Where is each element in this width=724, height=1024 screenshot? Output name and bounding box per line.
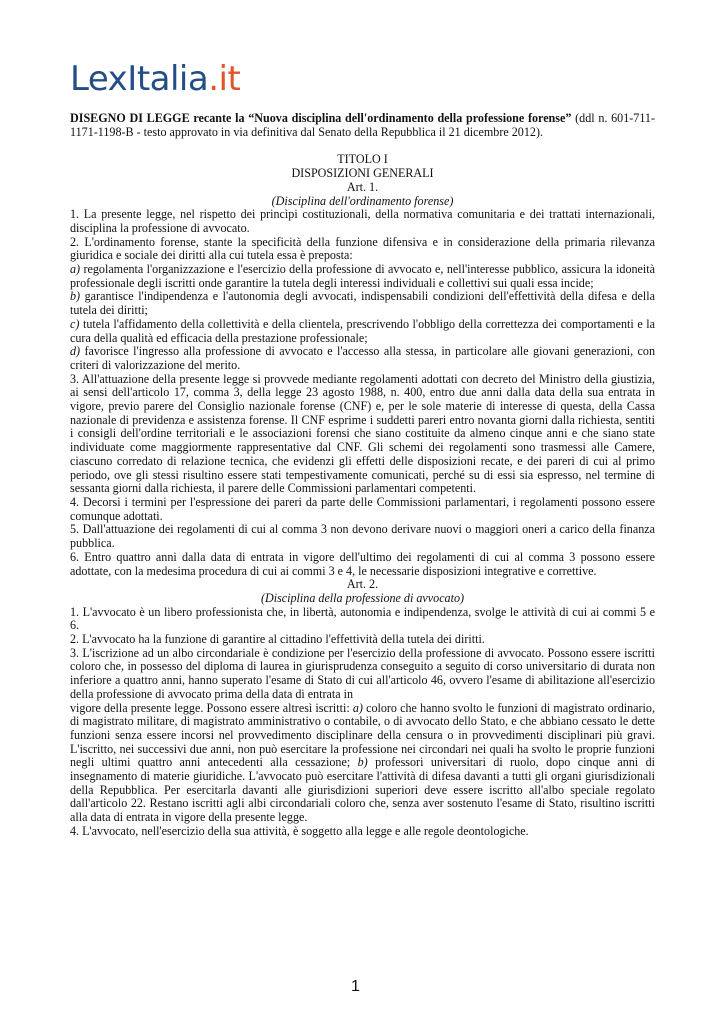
letter-label: a) — [352, 700, 363, 715]
logo-name: LexItalia — [70, 59, 209, 99]
art2-comma-3-continued — [70, 702, 655, 825]
art1-number: Art. 1. — [346, 179, 379, 194]
header-details: (ddl n. 601-711-1171-1198-B - testo approvato in via definitiva dal Senato della Repubblica il 21 dicembre 2012). — [70, 111, 655, 139]
letter-label: b) — [70, 289, 81, 304]
titolo-subheading: DISPOSIZIONI GENERALI — [291, 166, 434, 181]
comma-text: professori universitari di ruolo, dopo cinque anni di insegnamento di materie giuridiche. L'avvocato può esercitare l'attività di difesa davanti a tutti gli organi giurisdizionali della Repubblica. Per esercitarla davanti alle giurisdizioni superiori deve essere iscritto all'albo speciale regolato dall'articolo 22. Restano iscritti agli albi circondariali coloro che, senza aver sostenuto l'esame di Stato, risultino iscritti alla data di entrata in vigore della presente legge. — [70, 755, 655, 825]
letter-text: tutela l'affidamento della collettività e della clientela, prescrivendo l'obbligo della correttezza dei comportamenti e la cura della qualità ed efficacia della prestazione professionale; — [70, 316, 655, 345]
art1-letter-a — [70, 263, 655, 290]
art1-letter-b — [70, 290, 655, 317]
art1-title: (Disciplina dell'ordinamento forense) — [271, 193, 454, 208]
letter-label: a) — [70, 262, 81, 277]
letter-label: b) — [357, 755, 368, 770]
art2-comma-3: 3. L'iscrizione ad un albo circondariale è condizione per l'esercizio della professione di avvocato. Possono essere iscritti coloro che, in possesso del diploma di laurea in giurisprudenza conseguito a seguito di corso universitario di durata non inferiore a quattro anni, hanno superato l'esame di Stato di cui all'articolo 46, ovvero l'esame di abilitazione all'esercizio della professione di avvocato prima della data di entrata in — [70, 645, 655, 701]
art1-letter-c — [70, 318, 655, 345]
header-title: DISEGNO DI LEGGE recante la “Nuova disciplina dell'ordinamento della professione forense” — [70, 111, 572, 125]
art1-letter-d — [70, 345, 655, 372]
art1-comma-2: 2. L'ordinamento forense, stante la specificità della funzione difensiva e in considerazione della primaria rilevanza giuridica e sociale dei diritti alla cui tutela essa è preposta: — [70, 234, 655, 263]
art2-comma-4: 4. L'avvocato, nell'esercizio della sua attività, è soggetto alla legge e alle regole deontologiche. — [70, 823, 529, 838]
art1-comma-6: 6. Entro quattro anni dalla data di entrata in vigore dell'ultimo dei regolamenti di cui al comma 3 possono essere adottate, con la medesima procedura di cui ai commi 3 e 4, le necessarie disposizioni integrative e correttive. — [70, 549, 655, 578]
letter-text: favorisce l'ingresso alla professione di avvocato e l'accesso alla stessa, in particolare alle giovani generazioni, con criteri di valorizzazione del merito. — [70, 344, 655, 372]
logo-domain: .it — [208, 59, 241, 99]
document-body — [70, 112, 655, 839]
letter-text: regolamenta l'organizzazione e l'esercizio della professione di avvocato e, nell'interesse pubblico, assicura la idoneità professionale degli iscritti onde garantire la tutela degli interessi individuali e collettivi sui quali essa incide; — [70, 262, 655, 290]
art2-comma-2: 2. L'avvocato ha la funzione di garantire al cittadino l'effettività della tutela dei diritti. — [70, 632, 485, 647]
letter-label: c) — [70, 316, 80, 331]
letter-label: d) — [70, 344, 81, 359]
art2-number: Art. 2. — [346, 577, 379, 592]
page-number: 1 — [351, 978, 360, 995]
document-header — [70, 112, 655, 139]
art1-comma-5: 5. Dall'attuazione dei regolamenti di cui al comma 3 non devono derivare nuovi o maggiori oneri a carico della finanza pubblica. — [70, 522, 655, 551]
lexitalia-logo — [70, 59, 241, 99]
comma-text: coloro che hanno svolto le funzioni di magistrato ordinario, di magistrato militare, di magistrato amministrativo o contabile, o di avvocato dello Stato, e che abbiano cessato le dette funzioni senza essere incorsi nel provvedimento disciplinare della censura o in provvedimenti disciplinari più gravi. L'iscritto, nei successivi due anni, non può esercitare la professione nei circondari nei quali ha svolto le proprie funzioni negli ultimi quattro anni antecedenti alla cessazione; — [70, 700, 655, 770]
letter-text: garantisce l'indipendenza e l'autonomia degli avvocati, indispensabili condizioni dell'effettività della difesa e della tutela dei diritti; — [70, 289, 655, 318]
art2-title: (Disciplina della professione di avvocato) — [260, 590, 465, 605]
titolo-heading: TITOLO I — [337, 152, 388, 167]
art1-comma-4: 4. Decorsi i termini per l'espressione dei pareri da parte delle Commissioni parlamentari, i regolamenti possono essere comunque adottati. — [70, 494, 655, 523]
art2-comma-1: 1. L'avvocato è un libero professionista che, in libertà, autonomia e indipendenza, svolge le attività di cui ai commi 5 e 6. — [70, 604, 655, 633]
comma-text: vigore della presente legge. Possono essere altresì iscritti: — [70, 700, 353, 715]
art1-comma-3: 3. All'attuazione della presente legge si provvede mediante regolamenti adottati con decreto del Ministro della giustizia, ai sensi dell'articolo 17, comma 3, della legge 23 agosto 1988, n. 400, entro due anni dalla data della sua entrata in vigore, previo parere del Consiglio nazionale forense (CNF) e, per le sole materie di interesse di questa, della Cassa nazionale di previdenza e assistenza forense. Il CNF esprime i suddetti pareri entro novanta giorni dalla richiesta, sentiti i consigli dell'ordine territoriali e le associazioni forensi che siano costituite da almeno cinque anni e che siano state individuate come maggiormente rappresentative dal CNF. Gli schemi dei regolamenti sono trasmessi alle Camere, ciascuno corredato di relazione tecnica, che evidenzi gli effetti delle disposizioni recate, e dei pareri di cui al primo periodo, ove gli stessi risultino essere stati tempestivamente comunicati, perché su di essi sia espresso, nel termine di sessanta giorni dalla richiesta, il parere delle Commissioni parlamentari competenti. — [70, 371, 655, 496]
art1-comma-1: 1. La presente legge, nel rispetto dei princìpi costituzionali, della normativa comunitaria e dei trattati internazionali, disciplina la professione di avvocato. — [70, 207, 655, 235]
